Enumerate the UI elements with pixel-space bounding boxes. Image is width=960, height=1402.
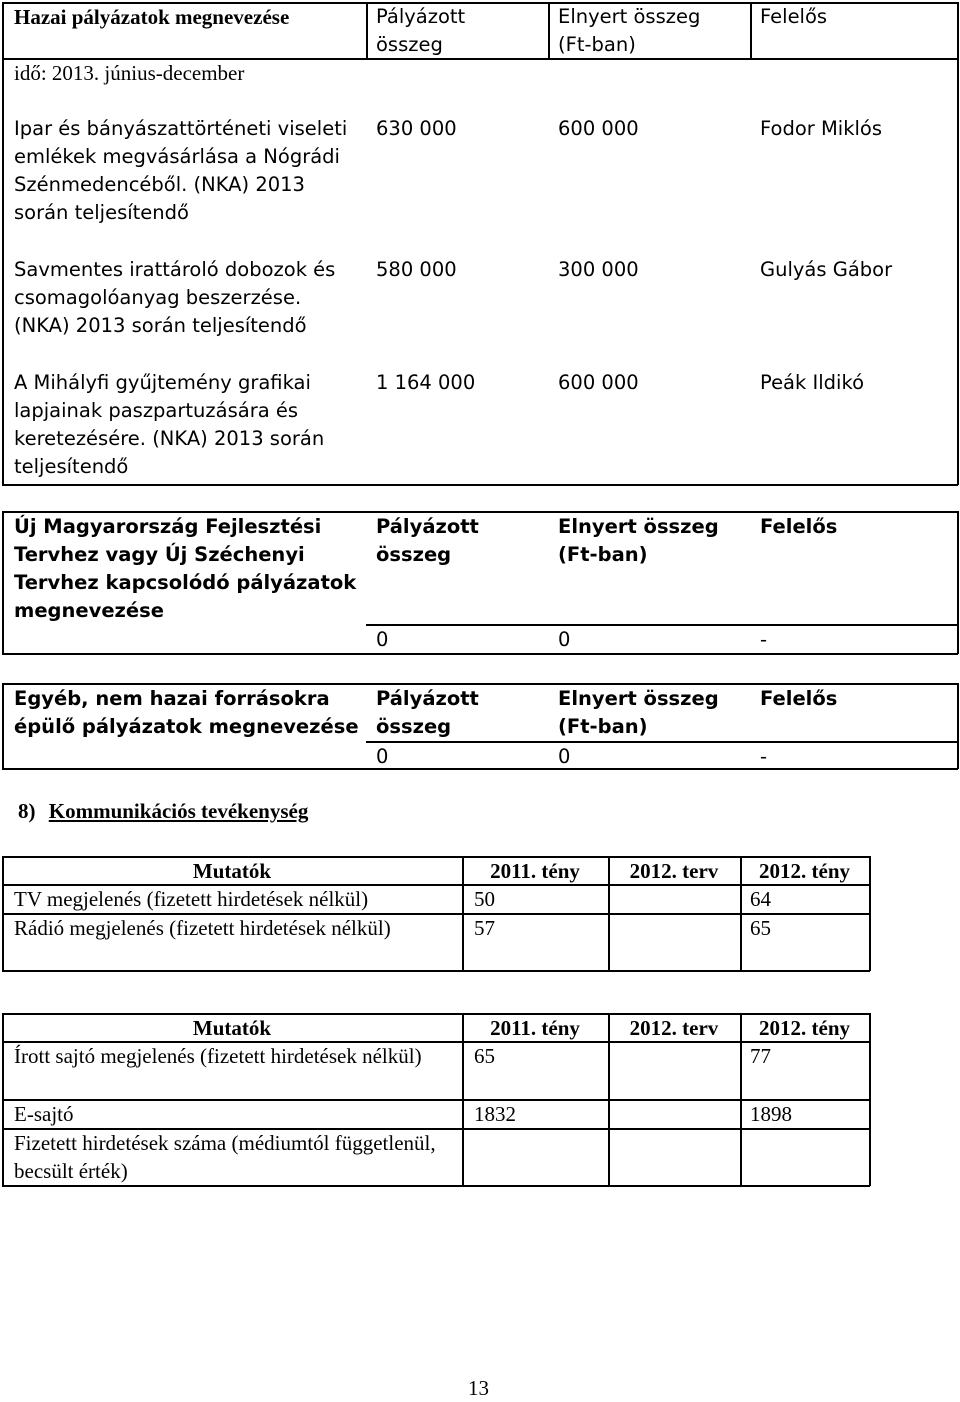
section-number: 8) — [18, 799, 36, 823]
table-row-name: Savmentes irattároló dobozok és csomagolóanyag beszerzése. (NKA) 2013 során teljesítendő — [14, 258, 336, 337]
col-header-won: Elnyert összeg (Ft-ban) — [558, 515, 719, 566]
table-row-applied: 0 — [376, 745, 389, 768]
table-row-won: 600 000 — [558, 371, 639, 394]
table-row-label: Fizetett hirdetések száma (médiumtól függetlenül, becsült érték) — [14, 1131, 436, 1183]
table-row-applied: 580 000 — [376, 258, 457, 281]
table-cell: 57 — [474, 916, 495, 940]
period-label: idő: 2013. június-december — [14, 61, 245, 85]
table-cell: 77 — [750, 1044, 771, 1068]
col-header-applied: Pályázott összeg — [376, 687, 479, 738]
table-row-name: Ipar és bányászattörténeti viseleti emlékek megvásárlása a Nógrádi Szénmedencéből. (NKA) 2013 során teljesítendő — [14, 117, 348, 224]
col-header-mutatok: Mutatók — [192, 859, 272, 883]
table-cell: 64 — [750, 887, 771, 911]
table-row-label: Rádió megjelenés (fizetett hirdetések nélkül) — [14, 916, 391, 940]
table-cell: 65 — [750, 916, 771, 940]
table-row-name: A Mihályfi gyűjtemény grafikai lapjainak paszpartuzására és keretezésére. (NKA) 2013 során teljesítendő — [14, 371, 325, 478]
col-header-won: Elnyert összeg (Ft-ban) — [558, 687, 719, 738]
col-header-2011-teny: 2011. tény — [490, 1016, 580, 1040]
col-header-responsible: Felelős — [760, 5, 828, 28]
table-row-responsible: - — [760, 745, 768, 768]
section-title: Kommunikációs tevékenység — [48, 799, 309, 823]
table-cell: 50 — [474, 887, 495, 911]
table-row-won: 0 — [558, 745, 571, 768]
col-header-applied: Pályázott összeg — [376, 515, 479, 566]
table-cell: 65 — [474, 1044, 495, 1068]
col-header-2012-teny: 2012. tény — [759, 859, 850, 883]
table-row-responsible: Gulyás Gábor — [760, 258, 893, 281]
table-row-won: 300 000 — [558, 258, 639, 281]
col-header-mutatok: Mutatók — [192, 1016, 272, 1040]
table-cell: 1898 — [750, 1102, 792, 1126]
col-header-2012-terv: 2012. terv — [629, 859, 719, 883]
table-row-label: TV megjelenés (fizetett hirdetések nélkül) — [14, 887, 369, 911]
col-header-name: Hazai pályázatok megnevezése — [14, 5, 290, 29]
table-row-applied: 0 — [376, 628, 389, 651]
col-header-2012-terv: 2012. terv — [629, 1016, 719, 1040]
col-header-won: Elnyert összeg (Ft-ban) — [558, 5, 701, 56]
table-row-applied: 630 000 — [376, 117, 457, 140]
table-row-responsible: Peák Ildikó — [760, 371, 864, 394]
col-header-2012-teny: 2012. tény — [759, 1016, 850, 1040]
col-header-applied: Pályázott összeg — [376, 5, 466, 56]
col-header-name: Új Magyarország Fejlesztési Tervhez vagy Új Széchenyi Tervhez kapcsolódó pályázatok megnevezése — [14, 515, 357, 622]
table-row-won: 0 — [558, 628, 571, 651]
col-header-responsible: Felelős — [760, 687, 838, 710]
table-cell: 1832 — [474, 1102, 516, 1126]
page-number: 13 — [468, 1376, 489, 1400]
col-header-2011-teny: 2011. tény — [490, 859, 580, 883]
table-row-applied: 1 164 000 — [376, 371, 476, 394]
section-heading — [18, 799, 308, 824]
col-header-responsible: Felelős — [760, 515, 838, 538]
table-row-label: E-sajtó — [14, 1102, 74, 1126]
table-row-won: 600 000 — [558, 117, 639, 140]
table-row-responsible: - — [760, 628, 768, 651]
table-row-responsible: Fodor Miklós — [760, 117, 883, 140]
col-header-name: Egyéb, nem hazai forrásokra épülő pályázatok megnevezése — [14, 687, 359, 738]
table-row-label: Írott sajtó megjelenés (fizetett hirdetések nélkül) — [14, 1044, 422, 1068]
